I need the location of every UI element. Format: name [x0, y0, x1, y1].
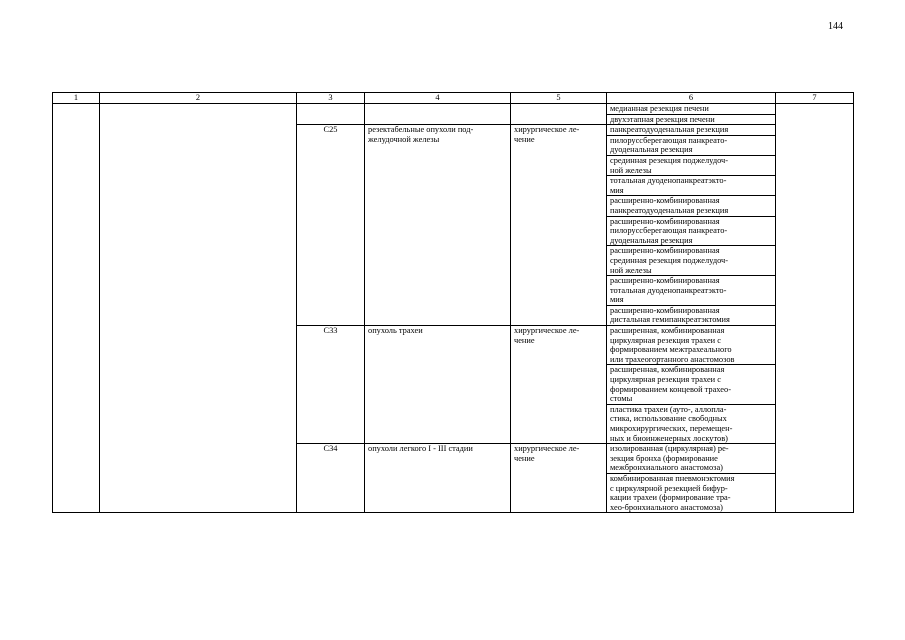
method-cell: расширенно-комбинированная панкреатодуоденальная резекция — [607, 196, 776, 216]
treatment-cell: хирургическое ле- чение — [511, 125, 607, 326]
diagnosis-cell: опухоль трахеи — [365, 326, 511, 444]
diagnosis-cell: опухоли легкого I - III стадии — [365, 444, 511, 513]
column-header-5: 5 — [511, 93, 607, 104]
method-cell: расширенно-комбинированная дистальная гемипанкреатэктомия — [607, 305, 776, 325]
column-header-7: 7 — [776, 93, 854, 104]
table-row — [53, 104, 854, 115]
code-cell: С34 — [297, 444, 365, 513]
method-cell: тотальная дуоденопанкреатэкто- мия — [607, 176, 776, 196]
col2-cell — [100, 104, 297, 513]
code-cell: С25 — [297, 125, 365, 326]
diagnosis-cell: резектабельные опухоли под- желудочной железы — [365, 125, 511, 326]
method-cell: пилоруссберегающая панкреато- дуоденальная резекция — [607, 135, 776, 155]
treatment-cell: хирургическое ле- чение — [511, 326, 607, 444]
method-cell: двухэтапная резекция печени — [607, 114, 776, 125]
method-cell: пластика трахеи (ауто-, аллопла- стика, использование свободных микрохирургических, перемещен- ных и биоинженерных лоскутов) — [607, 404, 776, 443]
column-header-1: 1 — [53, 93, 100, 104]
column-header-3: 3 — [297, 93, 365, 104]
method-cell: срединная резекция поджелудоч- ной железы — [607, 155, 776, 175]
col1-cell — [53, 104, 100, 513]
method-cell: комбинированная пневмонэктомия с циркулярной резекцией бифур- кации трахеи (формирование тра- хео-бронхиального анастомоза) — [607, 473, 776, 512]
method-cell: расширенно-комбинированная пилоруссберегающая панкреато- дуоденальная резекция — [607, 216, 776, 246]
method-cell: медианная резекция печени — [607, 104, 776, 115]
code-cell: С33 — [297, 326, 365, 444]
column-header-4: 4 — [365, 93, 511, 104]
treatment-cell — [511, 104, 607, 125]
col7-cell — [776, 104, 854, 513]
column-header-6: 6 — [607, 93, 776, 104]
page-number: 144 — [828, 21, 843, 32]
treatment-cell: хирургическое ле- чение — [511, 444, 607, 513]
header-row — [53, 93, 854, 104]
method-cell: расширенно-комбинированная срединная резекция поджелудоч- ной железы — [607, 246, 776, 276]
method-cell: изолированная (циркулярная) ре- зекция бронха (формирование межбронхиального анастомоза) — [607, 444, 776, 474]
method-cell: расширенно-комбинированная тотальная дуоденопанкреатэкто- мия — [607, 276, 776, 306]
method-cell: расширенная, комбинированная циркулярная резекция трахеи с формированием концевой трахео- стомы — [607, 365, 776, 404]
code-cell — [297, 104, 365, 125]
method-cell: панкреатодуоденальная резекция — [607, 125, 776, 136]
method-cell: расширенная, комбинированная циркулярная резекция трахеи с формированием межтрахеального или трахеогортанного анастомозов — [607, 326, 776, 365]
medical-procedures-table — [52, 92, 854, 513]
diagnosis-cell — [365, 104, 511, 125]
column-header-2: 2 — [100, 93, 297, 104]
